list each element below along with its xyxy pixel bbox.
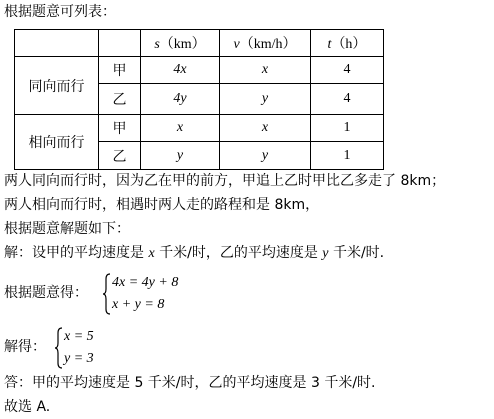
distance-cell: 4y [141, 84, 220, 115]
answer-text: 答：甲的平均速度是 5 千米/时，乙的平均速度是 3 千米/时. [4, 375, 376, 391]
table-row [15, 57, 384, 84]
group-label: 同向而行 [15, 57, 99, 115]
time-cell: 1 [311, 115, 384, 142]
group-label: 相向而行 [15, 115, 99, 170]
person-cell: 甲 [99, 115, 141, 142]
assumption-text-b: 千米/时，乙的平均速度是 [154, 245, 323, 261]
variable-y: y [322, 246, 329, 261]
solution-y: y = 3 [64, 351, 94, 366]
person-cell: 乙 [99, 84, 141, 115]
time-cell: 4 [311, 57, 384, 84]
left-brace-icon [102, 272, 112, 316]
equation-1: 4x = 4y + 8 [112, 275, 179, 290]
distance-cell: 4x [141, 57, 220, 84]
solution-label: 解得： [4, 339, 46, 355]
table-row [15, 115, 384, 142]
header-cell-t: t（h） [311, 30, 384, 57]
person-cell: 甲 [99, 57, 141, 84]
distance-cell: x [141, 115, 220, 142]
opposite-direction-text: 两人相向而行时，相遇时两人走的路程和是 8km， [4, 197, 320, 213]
time-cell: 4 [311, 84, 384, 115]
speed-cell: x [220, 57, 311, 84]
header-cell-empty-1 [15, 30, 99, 57]
speed-cell: y [220, 142, 311, 170]
same-direction-text: 两人同向而行时，因为乙在甲的前方，甲追上乙时甲比乙多走了 8km； [4, 173, 446, 189]
intro-text: 根据题意可列表： [4, 4, 116, 20]
header-cell-s: s（km） [141, 30, 220, 57]
person-cell: 乙 [99, 142, 141, 170]
variable-x: x [148, 246, 155, 261]
assumption-text-a: 解：设甲的平均速度是 [4, 245, 149, 261]
header-cell-empty-2 [99, 30, 141, 57]
equation-2: x + y = 8 [112, 297, 165, 312]
header-cell-v: v（km/h） [220, 30, 311, 57]
solution-x: x = 5 [64, 329, 94, 344]
speed-cell: y [220, 84, 311, 115]
table-header-row [15, 30, 384, 57]
choice-text: 故选 A. [4, 399, 51, 415]
speed-cell: x [220, 115, 311, 142]
assumption-line [4, 244, 384, 263]
solution-system [54, 326, 134, 370]
data-table [14, 29, 384, 170]
equation-label: 根据题意得： [4, 285, 88, 301]
distance-cell: y [141, 142, 220, 170]
assumption-text-c: 千米/时. [328, 245, 385, 261]
time-cell: 1 [311, 142, 384, 170]
left-brace-icon [54, 326, 64, 370]
equation-system [102, 272, 222, 316]
solution-intro: 根据题意解题如下： [4, 221, 130, 237]
